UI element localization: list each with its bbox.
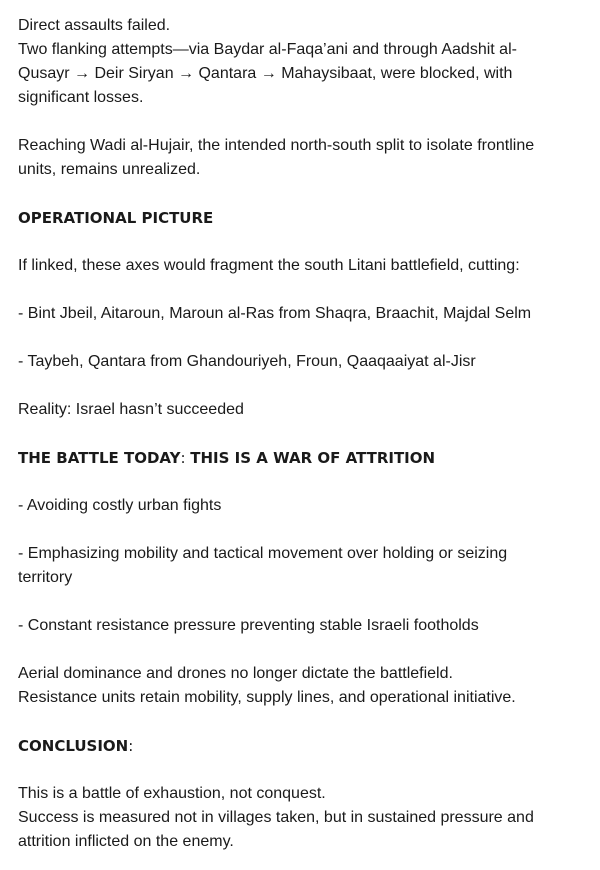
point-item-3-text: - Constant resistance pressure preventing stable Israeli footholds	[18, 617, 479, 634]
intro-line-2: Two flanking attempts—via Baydar al-Faqa’ani and through Aadshit al-	[18, 41, 517, 58]
battle-heading-rest: THIS IS A WAR OF ATTRITION	[190, 449, 436, 467]
point-item-2-line-2: territory	[18, 569, 73, 586]
spacer	[18, 638, 600, 662]
spacer	[18, 182, 600, 206]
aerial-line-2: Resistance units retain mobility, supply lines, and operational initiative.	[18, 689, 516, 706]
conclusion-heading-colon: :	[128, 737, 134, 755]
reality-text: Reality: Israel hasn’t succeeded	[18, 401, 244, 418]
battle-heading-colon: :	[180, 449, 191, 467]
point-item-1-text: - Avoiding costly urban fights	[18, 497, 222, 514]
intro-line-1: Direct assaults failed.	[18, 17, 171, 34]
spacer	[18, 374, 600, 398]
spacer	[18, 326, 600, 350]
conclusion-paragraph	[18, 782, 578, 854]
spacer	[18, 278, 600, 302]
spacer	[18, 710, 600, 734]
spacer	[18, 230, 600, 254]
linked-paragraph	[18, 254, 578, 278]
aerial-line-1: Aerial dominance and drones no longer dictate the battlefield.	[18, 665, 453, 682]
spacer	[18, 590, 600, 614]
conclusion-line-2: Success is measured not in villages taken, but in sustained pressure and	[18, 809, 534, 826]
spacer	[18, 110, 600, 134]
linked-text: If linked, these axes would fragment the south Litani battlefield, cutting:	[18, 257, 520, 274]
conclusion-heading	[18, 734, 578, 758]
cut-item-2-text: - Taybeh, Qantara from Ghandouriyeh, Froun, Qaaqaaiyat al-Jisr	[18, 353, 476, 370]
operational-heading-text: OPERATIONAL PICTURE	[18, 209, 214, 227]
spacer	[18, 518, 600, 542]
operational-heading	[18, 206, 578, 230]
cut-item-2	[18, 350, 578, 374]
point-item-2	[18, 542, 578, 590]
wadi-line-2: units, remains unrealized.	[18, 161, 201, 178]
battle-heading	[18, 446, 578, 470]
cut-item-1-text: - Bint Jbeil, Aitaroun, Maroun al-Ras from Shaqra, Braachit, Majdal Selm	[18, 305, 532, 322]
cut-item-1	[18, 302, 578, 326]
aerial-paragraph	[18, 662, 578, 710]
conclusion-line-3: attrition inflicted on the enemy.	[18, 833, 234, 850]
conclusion-line-1: This is a battle of exhaustion, not conquest.	[18, 785, 326, 802]
reality-paragraph	[18, 398, 578, 422]
point-item-3	[18, 614, 578, 638]
conclusion-heading-line	[18, 734, 578, 758]
spacer	[18, 758, 600, 782]
intro-line-3: Qusayr → Deir Siryan → Qantara → Mahaysibaat, were blocked, with	[18, 65, 513, 82]
wadi-paragraph	[18, 134, 578, 182]
intro-line-4: significant losses.	[18, 89, 144, 106]
point-item-2-line-1: - Emphasizing mobility and tactical movement over holding or seizing	[18, 545, 508, 562]
spacer	[18, 422, 600, 446]
intro-paragraph	[18, 14, 578, 110]
spacer	[18, 470, 600, 494]
conclusion-heading-bold: CONCLUSION	[18, 737, 129, 755]
battle-heading-bold: THE BATTLE TODAY	[18, 449, 181, 467]
battle-heading-line	[18, 446, 578, 470]
point-item-1	[18, 494, 578, 518]
wadi-line-1: Reaching Wadi al-Hujair, the intended north-south split to isolate frontline	[18, 137, 535, 154]
